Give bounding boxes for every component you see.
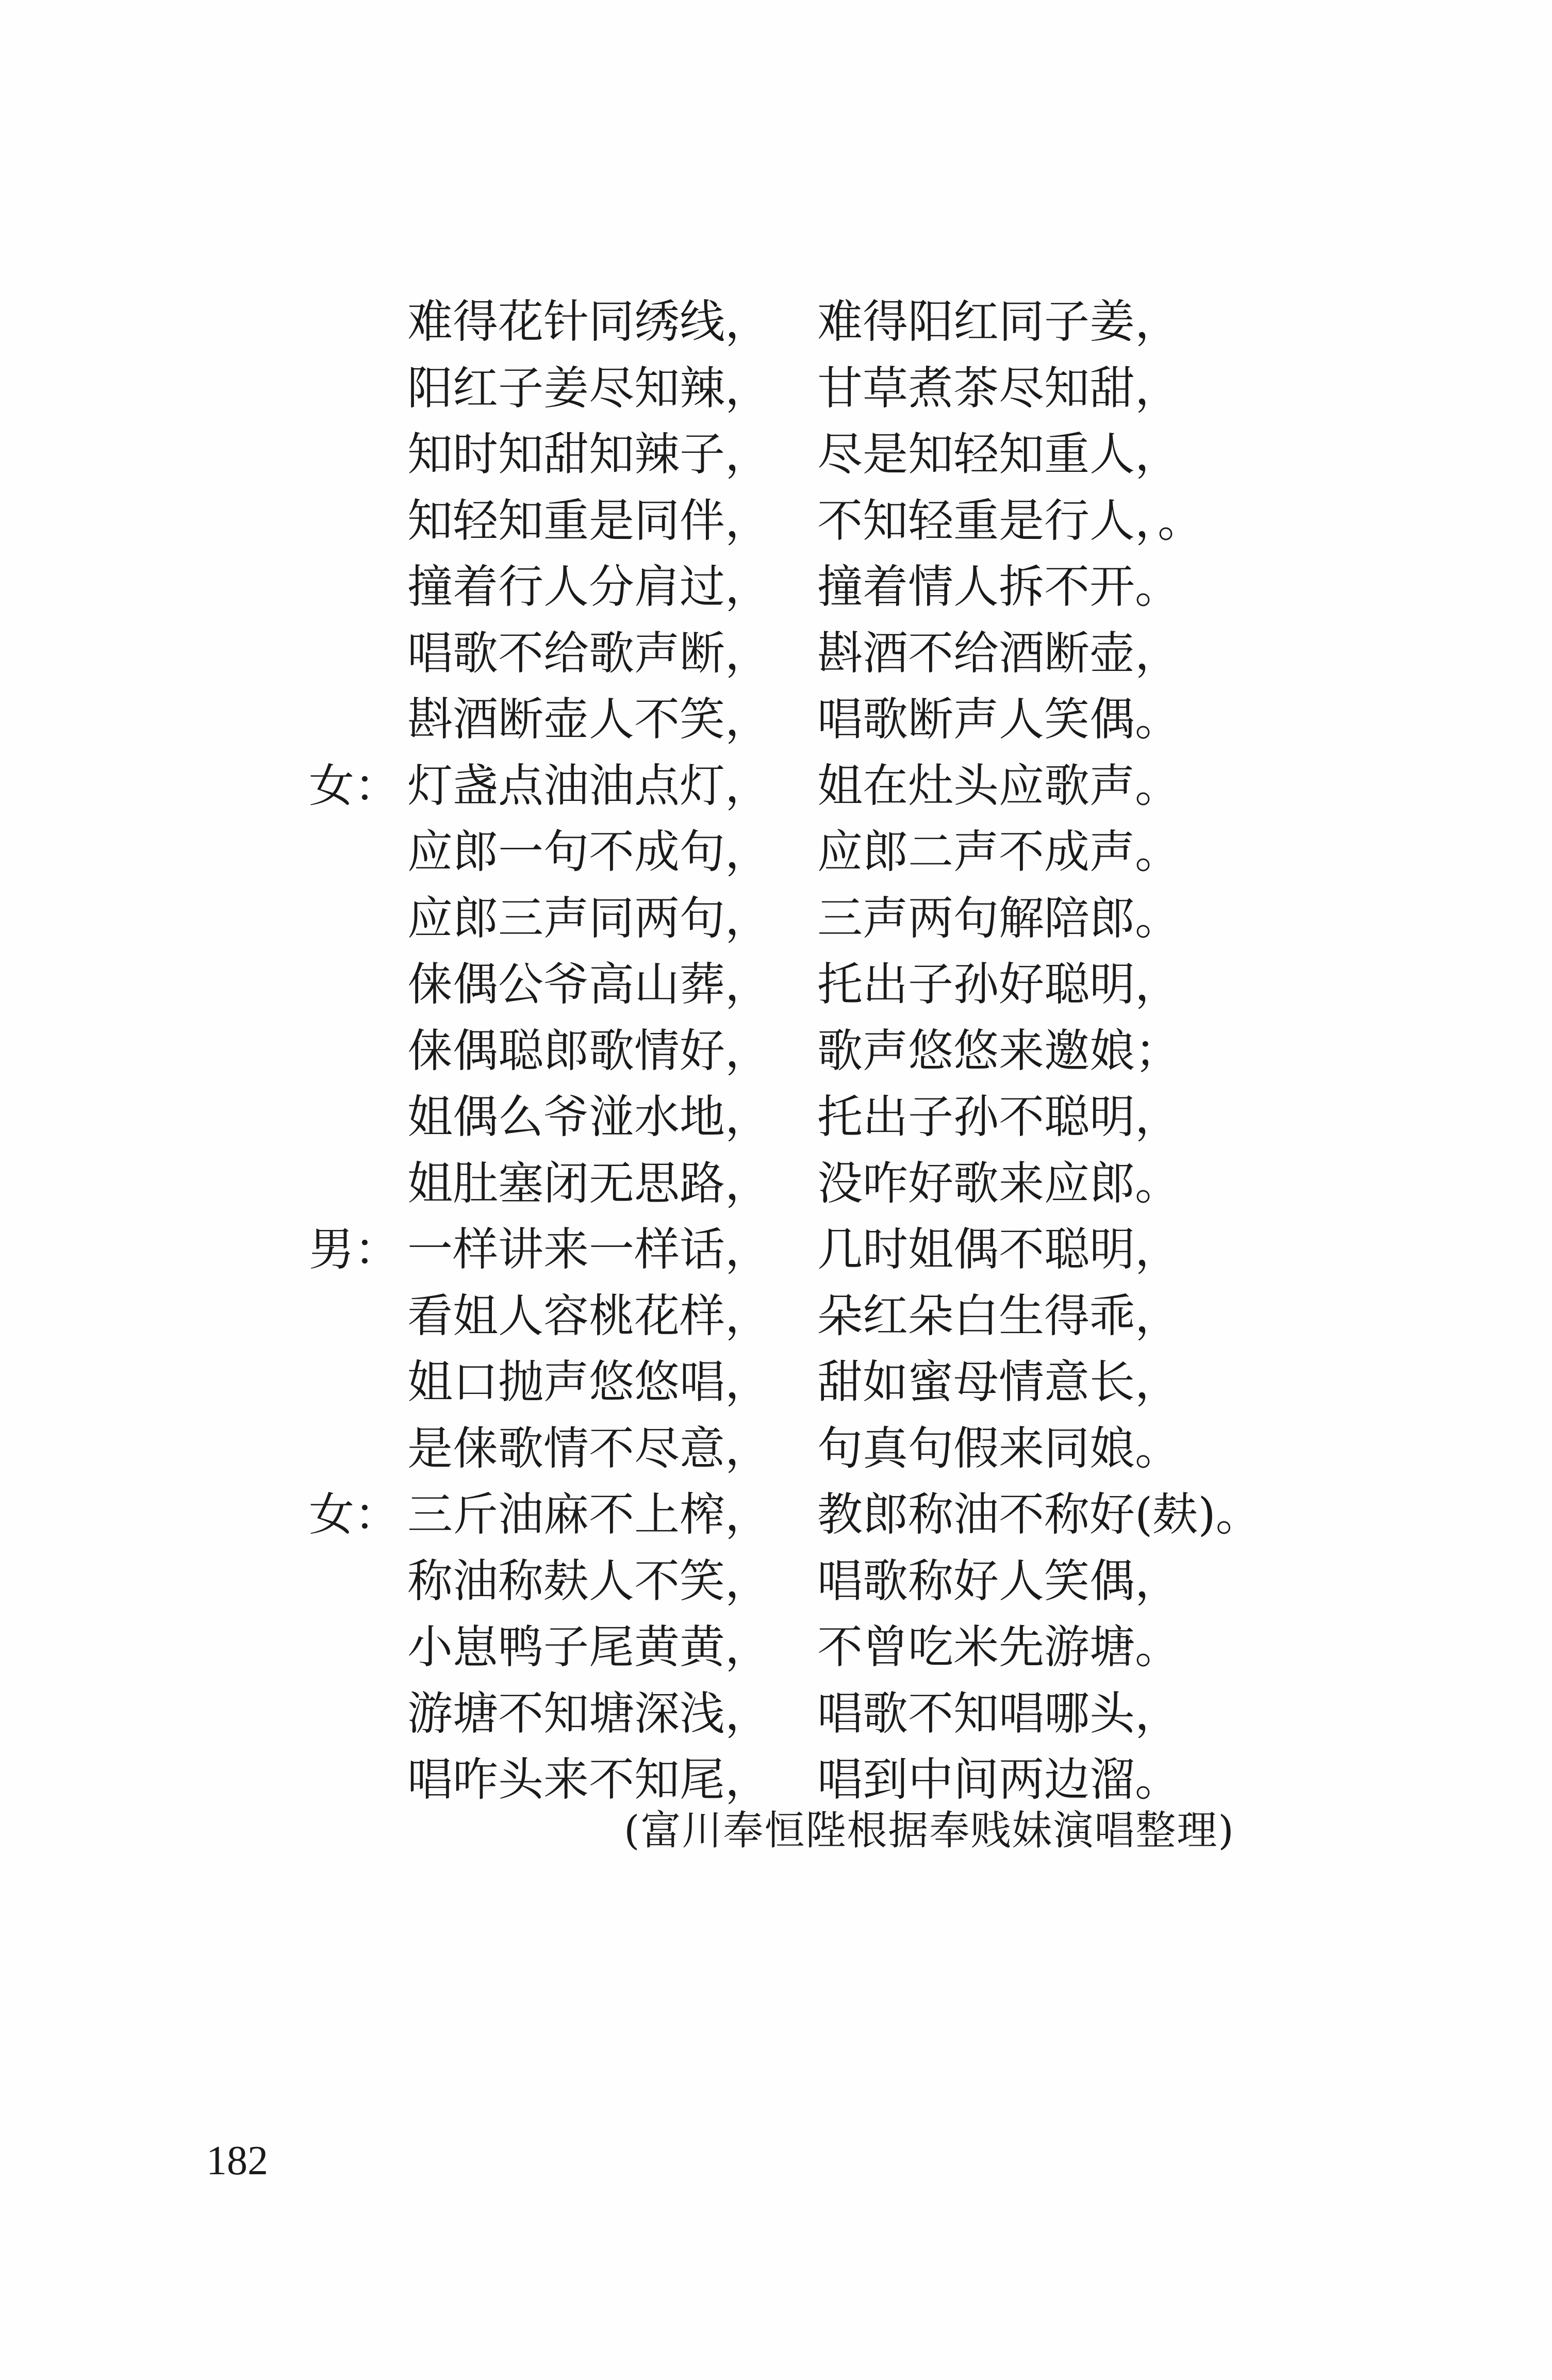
verse-right-half: 唱到中间两边溜。 <box>817 1753 1181 1806</box>
verse-left-half: 称油称麸人不笑， <box>407 1554 771 1607</box>
verse-line <box>0 1151 1552 1217</box>
verse-left-half: 俫偶聪郎歌情好， <box>407 1024 771 1077</box>
verse-left-half: 唱歌不给歌声断， <box>407 626 771 680</box>
verse-left-half: 姐偶么爷湴水地， <box>407 1090 771 1143</box>
verse-left-half: 三斤油麻不上榨， <box>407 1488 771 1541</box>
verse-line <box>0 620 1552 687</box>
verse-line <box>0 1681 1552 1747</box>
verse-left-half: 阳红子姜尽知辣， <box>407 361 771 415</box>
verse-left-half: 斟酒断壶人不笑， <box>407 693 771 746</box>
verse-left-half: 撞着行人分肩过， <box>407 560 771 613</box>
verse-right-half: 托出子孙好聪明， <box>817 958 1181 1011</box>
verse-right-half: 教郎称油不称好(麸)。 <box>817 1488 1261 1541</box>
verse-right-half: 唱歌不知唱哪头， <box>817 1686 1181 1740</box>
verse-right-half: 应郎二声不成声。 <box>817 825 1181 878</box>
verse-left-half: 姐肚塞闭无思路， <box>407 1156 771 1210</box>
verse-right-half: 唱歌称好人笑偶， <box>817 1554 1181 1607</box>
verse-left-half: 俫偶公爷高山葬， <box>407 958 771 1011</box>
verse-left-half: 游塘不知塘深浅， <box>407 1686 771 1740</box>
verse-line <box>0 885 1552 952</box>
verse-left-half: 灯盏点油油点灯， <box>407 759 771 812</box>
verse-line <box>0 1283 1552 1350</box>
verse-left-half: 是俫歌情不尽意， <box>407 1421 771 1475</box>
verse-line <box>0 355 1552 422</box>
verse-line <box>0 554 1552 620</box>
verse-line <box>0 951 1552 1018</box>
verse-right-half: 朵红朵白生得乖， <box>817 1289 1181 1342</box>
verse-right-half: 难得阳红同子姜， <box>817 295 1181 348</box>
verse-right-half: 歌声悠悠来邀娘； <box>817 1024 1181 1077</box>
speaker-label: 男： <box>308 1223 400 1276</box>
speaker-label: 女： <box>308 1488 400 1541</box>
song-verses <box>0 289 1552 1813</box>
verse-left-half: 小崽鸭子尾黄黄， <box>407 1620 771 1673</box>
verse-right-half: 不知轻重是行人，。 <box>817 494 1203 547</box>
verse-right-half: 斟酒不给酒断壶， <box>817 626 1181 680</box>
verse-right-half: 唱歌断声人笑偶。 <box>817 693 1181 746</box>
verse-line <box>0 1018 1552 1085</box>
verse-right-half: 尽是知轻知重人， <box>817 428 1181 481</box>
verse-right-half: 三声两句解陪郎。 <box>817 891 1181 945</box>
verse-right-half: 甘草煮茶尽知甜， <box>817 361 1181 415</box>
verse-line <box>0 1416 1552 1482</box>
verse-line <box>0 289 1552 355</box>
verse-right-half: 不曾吃米先游塘。 <box>817 1620 1181 1673</box>
verse-left-half: 难得花针同绣线， <box>407 295 771 348</box>
verse-line <box>0 1482 1552 1548</box>
verse-right-half: 几时姐偶不聪明， <box>817 1223 1181 1276</box>
verse-line <box>0 819 1552 885</box>
verse-right-half: 托出子孙不聪明， <box>817 1090 1181 1143</box>
verse-left-half: 知轻知重是同伴， <box>407 494 771 547</box>
source-note: (富川奉恒陛根据奉贱妹演唱整理) <box>624 1808 1235 1854</box>
verse-line <box>0 421 1552 488</box>
verse-line <box>0 753 1552 819</box>
verse-line <box>0 488 1552 554</box>
verse-left-half: 看姐人容桃花样， <box>407 1289 771 1342</box>
speaker-label: 女： <box>308 759 400 812</box>
verse-left-half: 姐口抛声悠悠唱， <box>407 1355 771 1408</box>
verse-left-half: 应郎三声同两句， <box>407 891 771 945</box>
verse-left-half: 知时知甜知辣子， <box>407 428 771 481</box>
verse-right-half: 没咋好歌来应郎。 <box>817 1156 1181 1210</box>
verse-line <box>0 1548 1552 1615</box>
verse-left-half: 唱咋头来不知尾， <box>407 1753 771 1806</box>
verse-line <box>0 686 1552 753</box>
verse-line <box>0 1217 1552 1283</box>
verse-right-half: 撞着情人拆不开。 <box>817 560 1181 613</box>
verse-line <box>0 1349 1552 1416</box>
verse-left-half: 应郎一句不成句， <box>407 825 771 878</box>
verse-line <box>0 1084 1552 1151</box>
verse-line <box>0 1614 1552 1681</box>
verse-right-half: 姐在灶头应歌声。 <box>817 759 1181 812</box>
verse-right-half: 句真句假来同娘。 <box>817 1421 1181 1475</box>
verse-left-half: 一样讲来一样话， <box>407 1223 771 1276</box>
page-number: 182 <box>206 2138 268 2184</box>
verse-right-half: 甜如蜜母情意长， <box>817 1355 1181 1408</box>
